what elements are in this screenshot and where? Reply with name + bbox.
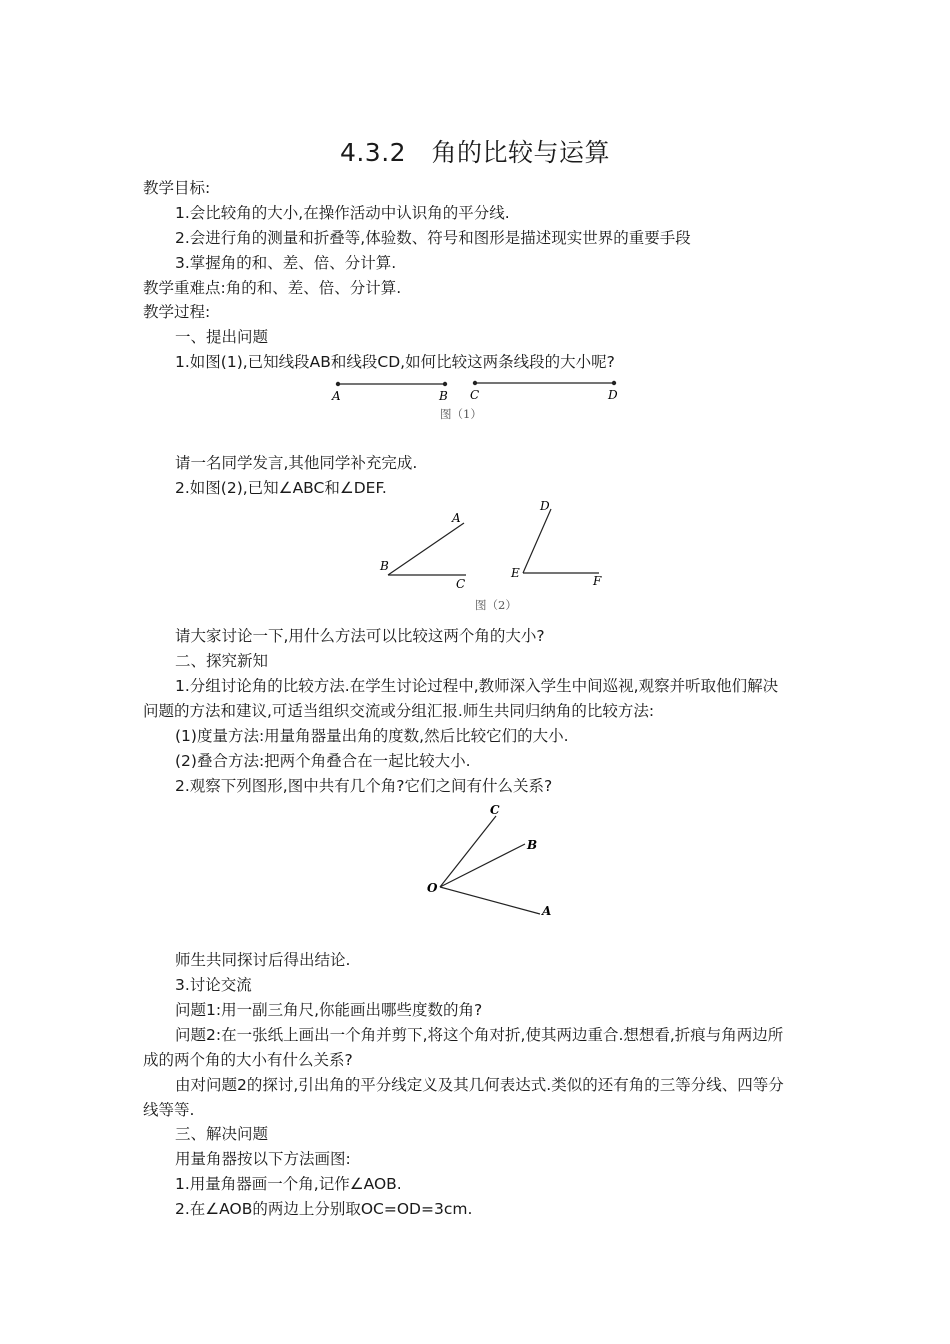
text-line: 1.会比较角的大小,在操作活动中认识角的平分线. — [175, 204, 510, 222]
ray-ed — [523, 509, 551, 573]
figure-2-angles — [370, 496, 620, 614]
ray-oa — [440, 887, 540, 914]
label-b: B — [439, 389, 448, 403]
label-c: C — [470, 388, 480, 402]
text-line: 2.观察下列图形,图中共有几个角?它们之间有什么关系? — [175, 777, 553, 795]
text-line: 成的两个角的大小有什么关系? — [143, 1051, 353, 1069]
page-title: 4.3.2 角的比较与运算 — [339, 138, 611, 167]
label-a: A — [452, 511, 461, 525]
section-heading: 三、解决问题 — [175, 1125, 269, 1143]
label-a: A — [542, 904, 552, 918]
ray-ba — [388, 523, 464, 575]
text-line: 问题1:用一副三角尺,你能画出哪些度数的角? — [175, 1001, 483, 1019]
label-d: D — [540, 499, 550, 513]
text-line: 2.在∠AOB的两边上分别取OC=OD=3cm. — [175, 1200, 473, 1218]
point-b — [443, 382, 447, 386]
text-line: 问题2:在一张纸上画出一个角并剪下,将这个角对折,使其两边重合.想想看,折痕与角两边所 — [175, 1026, 784, 1044]
label-a: A — [332, 389, 341, 403]
section-heading: 二、探究新知 — [175, 652, 269, 670]
label-c: C — [456, 577, 466, 591]
text-line: 请大家讨论一下,用什么方法可以比较这两个角的大小? — [175, 627, 545, 645]
ray-oc — [440, 816, 496, 887]
point-c — [473, 381, 477, 385]
text-line: 2.会进行角的测量和折叠等,体验数、符号和图形是描述现实世界的重要手段 — [175, 229, 691, 247]
ray-ob — [440, 844, 525, 887]
label-f: F — [593, 574, 602, 588]
label-d: D — [608, 388, 618, 402]
label-o: O — [427, 881, 438, 895]
text-line: 师生共同探讨后得出结论. — [175, 951, 351, 969]
label-b: B — [380, 559, 389, 573]
text-line: 1.如图(1),已知线段AB和线段CD,如何比较这两条线段的大小呢? — [175, 353, 615, 371]
text-line: 教学目标: — [143, 179, 211, 197]
figure-2-caption: 图（2） — [475, 598, 517, 612]
section-heading: 一、提出问题 — [175, 328, 269, 346]
text-line: 请一名同学发言,其他同学补充完成. — [175, 454, 418, 472]
text-line: 教学过程: — [143, 303, 211, 321]
text-line: 2.如图(2),已知∠ABC和∠DEF. — [175, 479, 387, 497]
text-line: 线等等. — [143, 1101, 195, 1119]
point-d — [612, 381, 616, 385]
text-line: 3.掌握角的和、差、倍、分计算. — [175, 254, 397, 272]
point-a — [336, 382, 340, 386]
text-line: 3.讨论交流 — [175, 976, 252, 994]
figure-1-segments — [320, 374, 630, 426]
text-line: 用量角器按以下方法画图: — [175, 1150, 351, 1168]
figure-3-rays — [420, 800, 570, 925]
text-line: 1.分组讨论角的比较方法.在学生讨论过程中,教师深入学生中间巡视,观察并听取他们解决 — [175, 677, 779, 695]
text-line: 1.用量角器画一个角,记作∠AOB. — [175, 1175, 402, 1193]
text-line: (2)叠合方法:把两个角叠合在一起比较大小. — [175, 752, 471, 770]
figure-1-caption: 图（1） — [440, 407, 482, 421]
text-line: 由对问题2的探讨,引出角的平分线定义及其几何表达式.类似的还有角的三等分线、四等分 — [175, 1076, 784, 1094]
text-line: 问题的方法和建议,可适当组织交流或分组汇报.师生共同归纳角的比较方法: — [143, 702, 655, 720]
label-c: C — [490, 803, 500, 817]
text-line: 教学重难点:角的和、差、倍、分计算. — [143, 279, 402, 297]
text-line: (1)度量方法:用量角器量出角的度数,然后比较它们的大小. — [175, 727, 569, 745]
label-e: E — [511, 566, 520, 580]
label-b: B — [527, 838, 538, 852]
